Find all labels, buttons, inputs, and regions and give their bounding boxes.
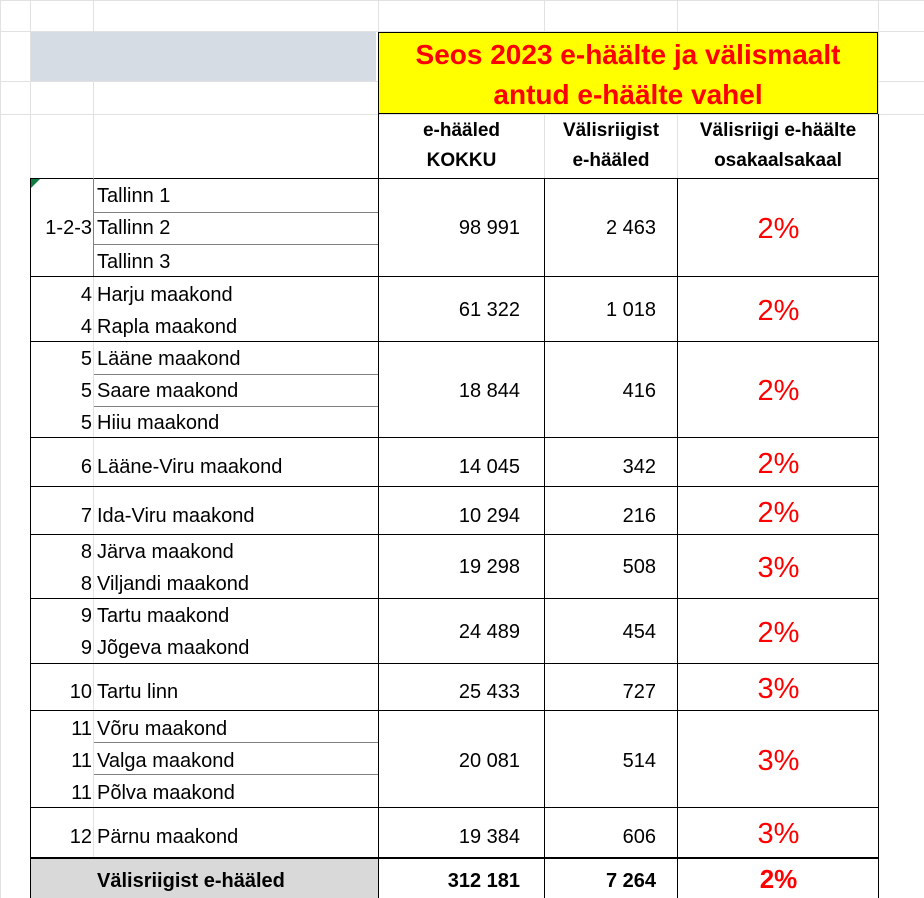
district-number: 4 bbox=[80, 316, 92, 338]
col-header-total-line1: e-hääled bbox=[422, 120, 501, 141]
area-name: Saare maakond bbox=[97, 380, 239, 402]
district-number: 8 bbox=[80, 541, 92, 563]
district-number: 5 bbox=[80, 380, 92, 402]
district-number: 9 bbox=[80, 605, 92, 627]
area-name: Järva maakond bbox=[97, 541, 234, 563]
district-number: 7 bbox=[80, 505, 92, 527]
title-line-2: antud e-häälte vahel bbox=[493, 79, 763, 110]
col-header-share-line1: Välisriigi e-häälte bbox=[699, 120, 857, 141]
district-number: 4 bbox=[80, 284, 92, 306]
share-percent: 3% bbox=[757, 673, 800, 705]
foreign-votes: 342 bbox=[622, 456, 656, 478]
share-percent: 2% bbox=[757, 295, 800, 327]
totals-share-percent: 2% bbox=[759, 864, 798, 894]
foreign-votes: 727 bbox=[622, 681, 656, 703]
total-votes: 98 991 bbox=[458, 217, 520, 239]
area-name: Harju maakond bbox=[97, 284, 233, 306]
area-name: Ida-Viru maakond bbox=[97, 505, 255, 527]
total-votes: 18 844 bbox=[458, 380, 520, 402]
area-name: Pärnu maakond bbox=[97, 826, 239, 848]
share-percent: 2% bbox=[757, 448, 800, 480]
col-header-foreign-line1: Välisriigist bbox=[562, 120, 660, 141]
area-name: Tartu maakond bbox=[97, 605, 230, 627]
district-number: 10 bbox=[69, 681, 92, 703]
share-percent: 3% bbox=[757, 818, 800, 850]
foreign-votes: 416 bbox=[622, 380, 656, 402]
col-header-total-line2: KOKKU bbox=[426, 150, 497, 171]
col-header-foreign-line2: e-hääled bbox=[572, 150, 650, 171]
share-percent: 3% bbox=[757, 552, 800, 584]
area-name: Hiiu maakond bbox=[97, 412, 220, 434]
total-votes: 61 322 bbox=[458, 299, 520, 321]
district-number: 1-2-3 bbox=[45, 217, 92, 239]
total-votes: 19 384 bbox=[458, 826, 520, 848]
district-number: 11 bbox=[71, 718, 92, 740]
area-name: Viljandi maakond bbox=[97, 573, 249, 595]
col-header-share-line2: osakaalsakaal bbox=[714, 150, 842, 171]
area-name: Lääne-Viru maakond bbox=[97, 456, 283, 478]
area-name: Rapla maakond bbox=[97, 316, 238, 338]
share-percent: 2% bbox=[757, 213, 800, 245]
title-line-1: Seos 2023 e-häälte ja välismaalt bbox=[415, 39, 841, 70]
district-number: 6 bbox=[80, 456, 92, 478]
total-votes: 14 045 bbox=[458, 456, 520, 478]
totals-foreign-votes: 7 264 bbox=[605, 870, 656, 892]
share-percent: 2% bbox=[757, 617, 800, 649]
district-number: 8 bbox=[80, 573, 92, 595]
foreign-votes: 508 bbox=[622, 556, 656, 578]
area-name: Tartu linn bbox=[97, 681, 179, 703]
area-name: Põlva maakond bbox=[97, 782, 235, 804]
district-number: 9 bbox=[80, 637, 92, 659]
total-votes: 10 294 bbox=[458, 505, 520, 527]
foreign-votes: 216 bbox=[622, 505, 656, 527]
area-name: Võru maakond bbox=[97, 718, 228, 740]
area-name: Valga maakond bbox=[97, 750, 235, 772]
foreign-votes: 514 bbox=[622, 750, 656, 772]
total-votes: 25 433 bbox=[458, 681, 520, 703]
totals-total-votes: 312 181 bbox=[447, 870, 520, 892]
foreign-votes: 2 463 bbox=[605, 217, 656, 239]
district-number: 5 bbox=[80, 348, 92, 370]
district-number: 5 bbox=[80, 412, 92, 434]
area-name: Tallinn 2 bbox=[97, 217, 171, 239]
area-name: Tallinn 3 bbox=[97, 251, 171, 273]
header-gray-bar bbox=[31, 32, 376, 81]
district-number: 11 bbox=[71, 750, 92, 772]
district-number: 11 bbox=[71, 782, 92, 804]
foreign-votes: 454 bbox=[622, 621, 656, 643]
col-header-total bbox=[379, 116, 544, 176]
area-name: Lääne maakond bbox=[97, 348, 241, 370]
title-box bbox=[378, 32, 878, 114]
comment-indicator bbox=[31, 179, 40, 188]
total-votes: 19 298 bbox=[458, 556, 520, 578]
area-name: Tallinn 1 bbox=[97, 185, 171, 207]
area-name: Jõgeva maakond bbox=[97, 637, 250, 659]
share-percent: 2% bbox=[757, 497, 800, 529]
total-votes: 24 489 bbox=[458, 621, 520, 643]
total-votes: 20 081 bbox=[458, 750, 520, 772]
foreign-votes: 1 018 bbox=[605, 299, 656, 321]
col-header-share bbox=[678, 116, 878, 176]
district-number: 12 bbox=[69, 826, 92, 848]
totals-label: Välisriigist e-hääled bbox=[97, 870, 285, 892]
foreign-votes: 606 bbox=[622, 826, 656, 848]
share-percent: 2% bbox=[757, 375, 800, 407]
col-header-foreign bbox=[545, 116, 677, 176]
share-percent: 3% bbox=[757, 745, 800, 777]
